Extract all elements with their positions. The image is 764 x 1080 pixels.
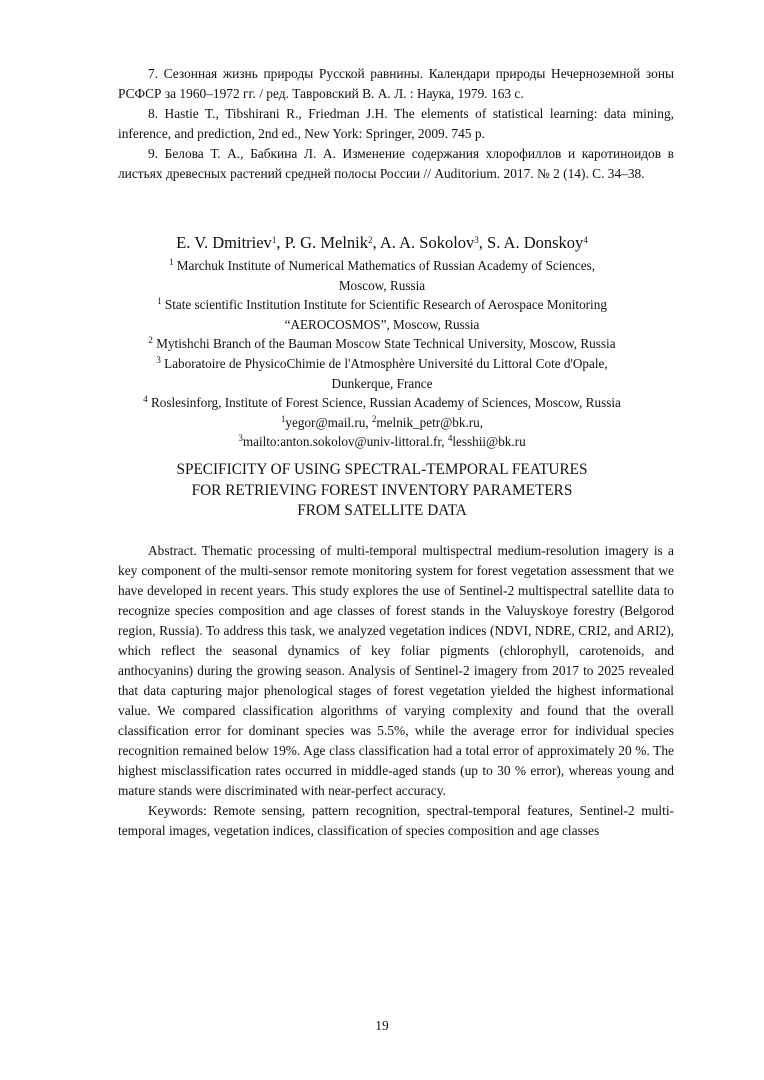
reference-item: 8. Hastie T., Tibshirani R., Friedman J.H. The elements of statistical learning: data mining, inference, and prediction, 2nd ed., New York: Springer, 2009. 745 p. (118, 106, 674, 141)
affiliations (100, 256, 664, 452)
affiliation-line: $^4$ Roslesinforg, Institute of Forest Science, Russian Academy of Sciences, Moscow, Russia (143, 394, 621, 411)
references-list (118, 64, 674, 184)
keywords-text: Keywords: Remote sensing, pattern recognition, spectral-temporal features, Sentinel-2 multi-temporal images, vegetation indices, classification of species composition and age classes (118, 803, 674, 838)
reference-item: 9. Белова Т. А., Бабкина Л. А. Изменение содержания хлорофиллов и каротиноидов в листьях древесных растений средней полосы России // Auditorium. 2017. № 2 (14). С. 34–38. (118, 146, 674, 181)
author-sup: 4 (583, 235, 588, 245)
author-sup: 2 (368, 235, 373, 245)
abstract-text: Abstract. Thematic processing of multi-temporal multispectral medium-resolution imagery is a key component of the multi-sensor remote monitoring system for forest vegetation assessment that we have developed in recent years. This study explores the use of Sentinel-2 multispectral satellite data to recognize species composition and age classes of forest stands in the Valuyskoye forestry (Belgorod region, Russia). To address this task, we analyzed vegetation indices (NDVI, NDRE, CRI2, and ARI2), which reflect the seasonal dynamics of key foliar pigments (chlorophyll, carotenoids, and anthocyanins) during the growing season. Analysis of Sentinel-2 imagery from 2017 to 2025 revealed that data capturing major phenological stages of forest vegetation yielded the highest informational value. We compared classification algorithms of varying complexity and found that the overall classification error for dominant species was 5.5%, while the average error for individual species recognition remained below 19%. Age class classification had a total error of approximately 20 %. The highest misclassification rates occurred in middle-aged stands (up to 30 % error), whereas young and mature stands were discriminated with near-perfect accuracy. (118, 543, 674, 798)
email-link[interactable]: mailto:anton.sokolov@univ-littoral.fr, (242, 434, 448, 450)
title-line: FOR RETRIEVING FOREST INVENTORY PARAMETERS (191, 481, 573, 499)
reference-item: 7. Сезонная жизнь природы Русской равнины. Календари природы Нечерноземной зоны РСФСР за 1960–1972 гг. / ред. Тавровский В. А. Л. : Наука, 1979. 163 с. (118, 66, 674, 101)
page-number: 19 (375, 1018, 389, 1033)
email-line: $^3$mailto:anton.sokolov@univ-littoral.fr, $^4$lesshii@bk.ru (238, 433, 526, 450)
title-line: SPECIFICITY OF USING SPECTRAL-TEMPORAL FEATURES (176, 461, 588, 478)
affiliation-line: Moscow, Russia (338, 277, 426, 293)
author-name: P. G. Melnik (284, 233, 368, 252)
author-list: E. V. Dmitriev$^1$, P. G. Melnik$^2$, A. A. Sokolov$^3$, S. A. Donskoy$^4$ (176, 233, 588, 252)
title-line: FROM SATELLITE DATA (297, 502, 467, 519)
abstract-section (118, 541, 674, 841)
affiliation-line: “AEROCOSMOS”, Moscow, Russia (284, 316, 480, 332)
affiliation-line: Dunkerque, France (331, 375, 433, 391)
author-sup: 1 (271, 235, 277, 245)
paper-title (100, 460, 664, 522)
author-name: A. A. Sokolov (379, 233, 475, 252)
email-link[interactable]: melnik_petr@bk.ru, (376, 414, 484, 430)
affiliation-line: $^1$ State scientific Institution Institute for Scientific Research of Aerospace Monitoring (157, 296, 607, 313)
author-name: S. A. Donskoy (487, 233, 584, 252)
email-line: $^1$yegor@mail.ru, $^2$melnik_petr@bk.ru, (280, 413, 484, 430)
affiliation-line: $^3$ Laboratoire de PhysicoChimie de l'Atmosphère Université du Littoral Cote d'Opale, (156, 354, 608, 371)
affiliation-line: $^2$ Mytishchi Branch of the Bauman Moscow State Technical University, Moscow, Russia (148, 335, 616, 352)
author-sup: 3 (474, 235, 479, 245)
email-link[interactable]: yegor@mail.ru, (285, 414, 372, 430)
author-name: E. V. Dmitriev (176, 233, 272, 252)
affiliation-line: $^1$ Marchuk Institute of Numerical Mathematics of Russian Academy of Sciences, (168, 257, 596, 273)
email-link[interactable]: lesshii@bk.ru (452, 434, 526, 450)
